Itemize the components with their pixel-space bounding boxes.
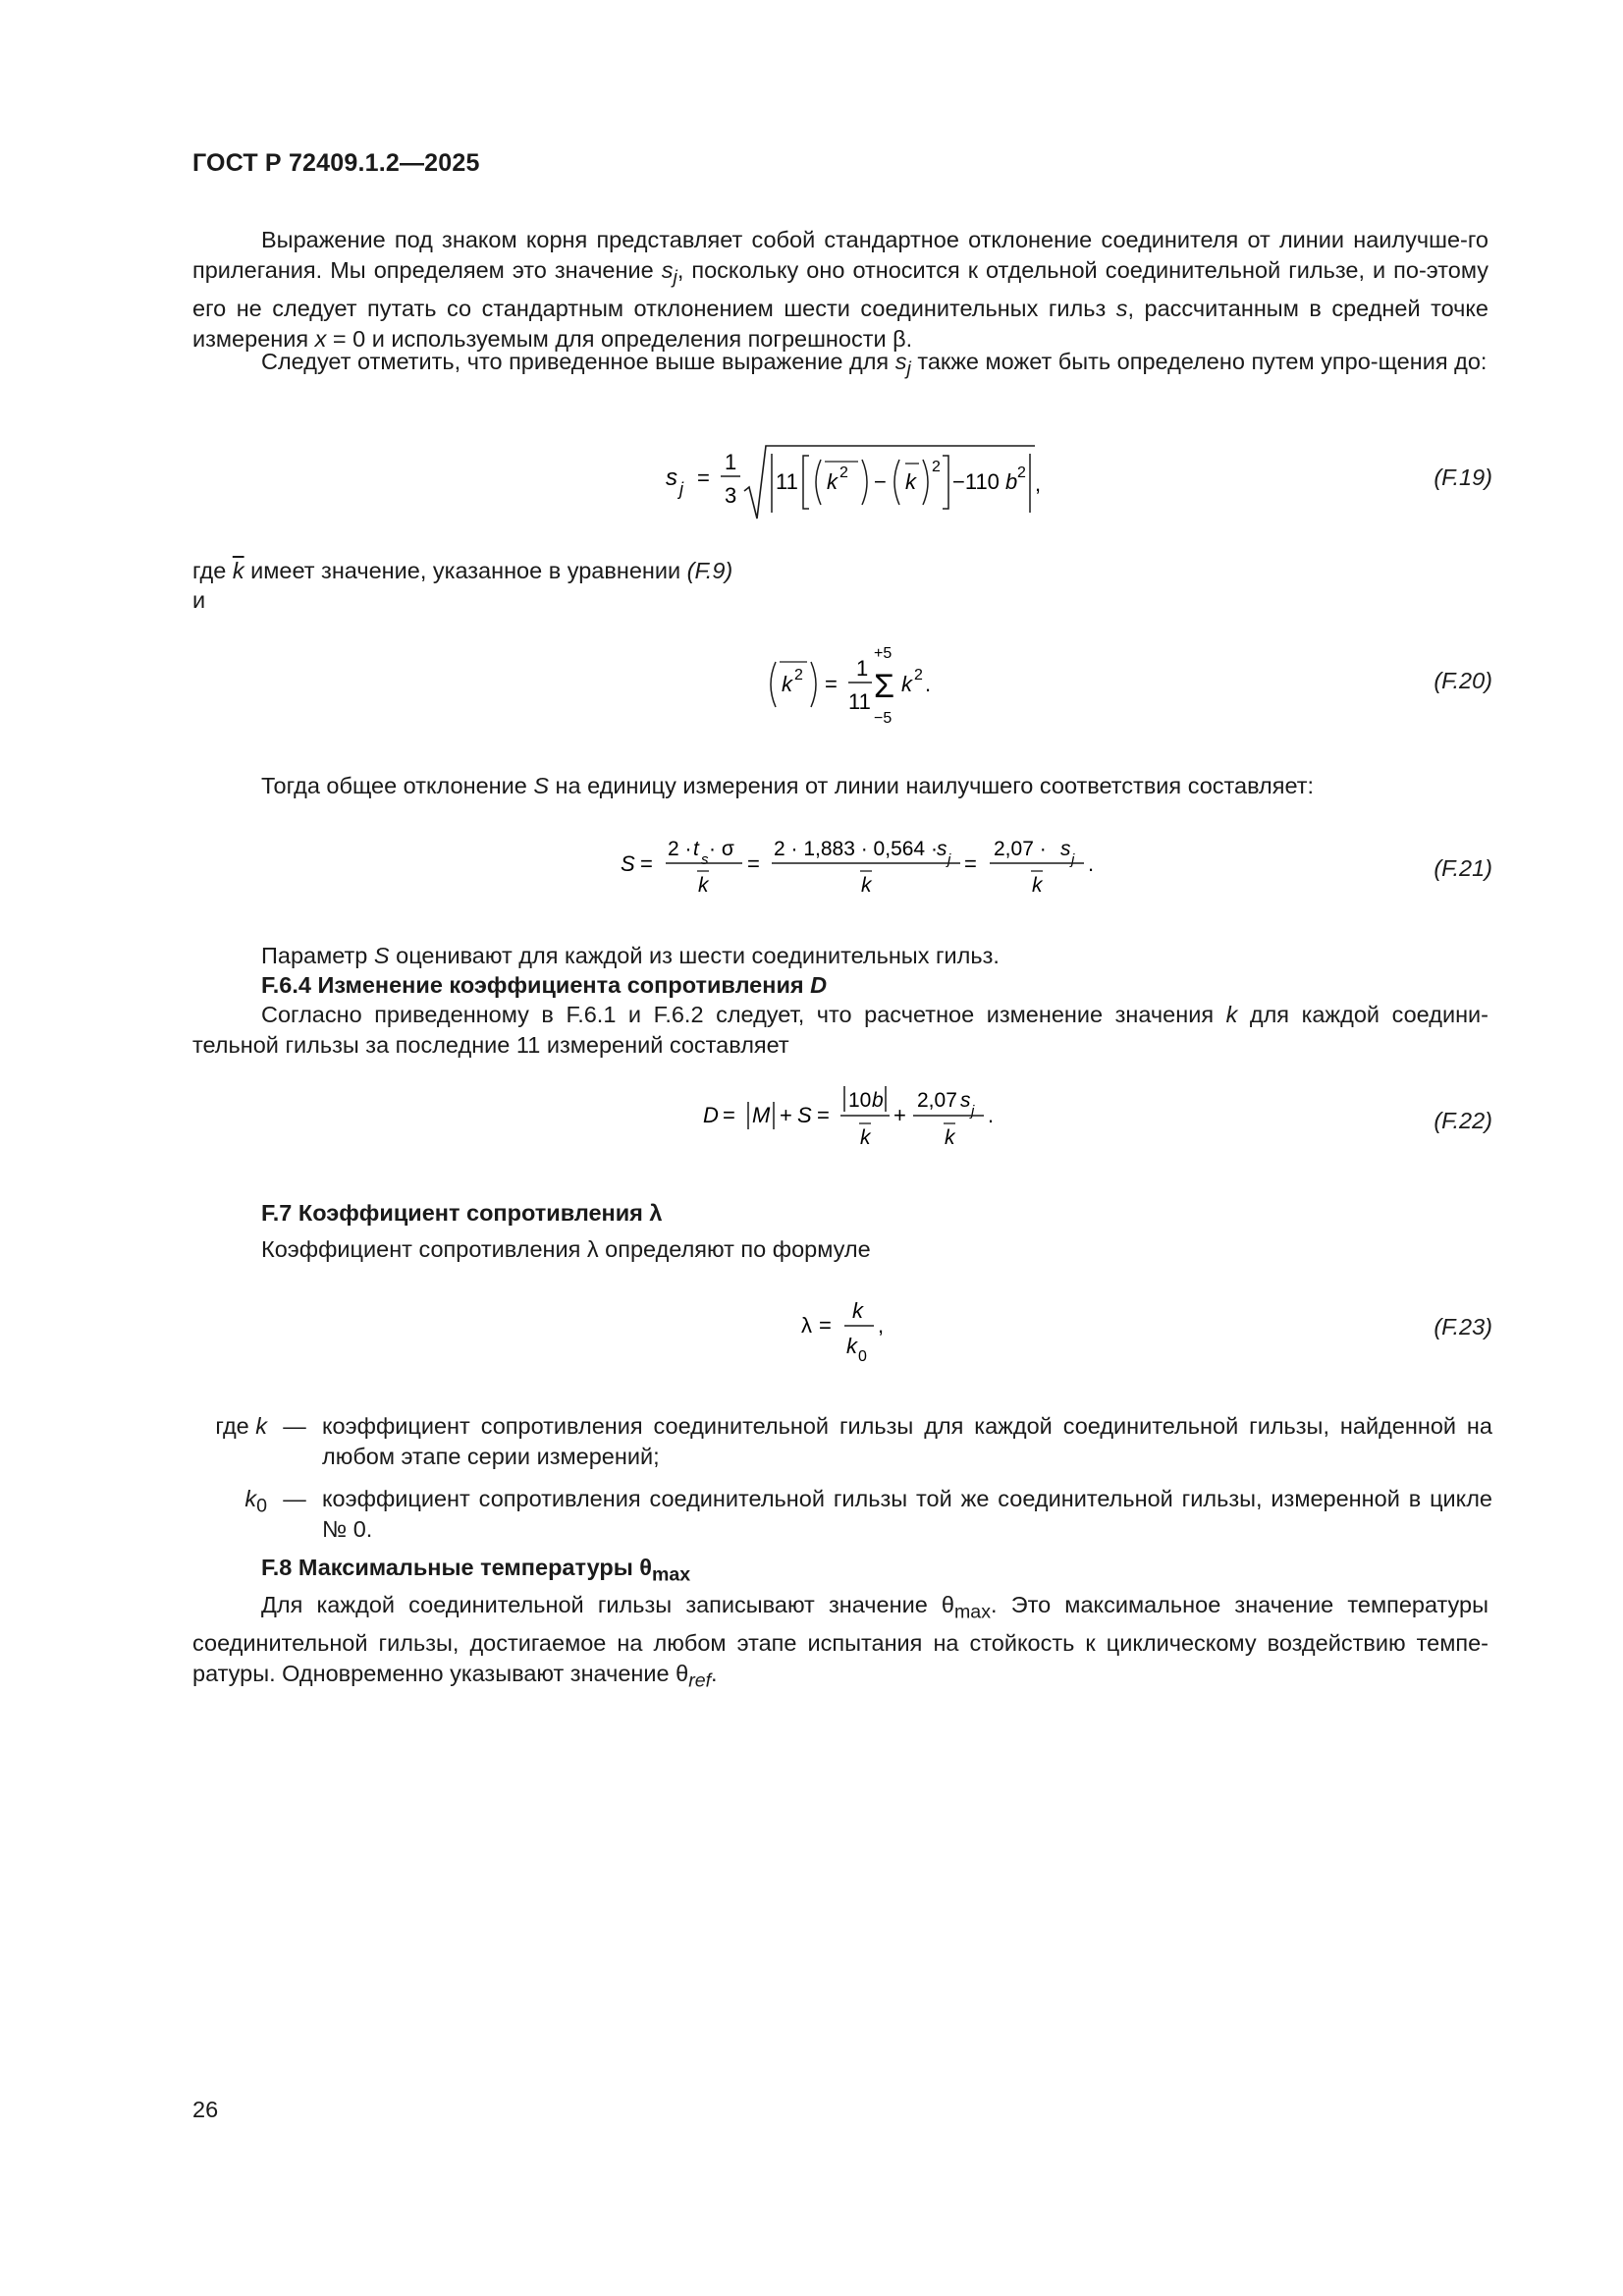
eq19-k2: k	[905, 469, 916, 494]
eq20-exp2: 2	[914, 667, 923, 683]
eq19-exp2b: 2	[932, 459, 941, 475]
heading-f7: F.7 Коэффициент сопротивления λ	[261, 1200, 663, 1226]
eq21-sj2-sub: j	[1071, 851, 1075, 868]
eq20-exp: 2	[794, 667, 803, 683]
eq21-sj-sub: j	[947, 851, 951, 868]
eq22-plus2: +	[893, 1103, 906, 1127]
eq23-end: ,	[878, 1313, 885, 1338]
eq20-sum: Σ	[874, 668, 895, 705]
page-number: 26	[192, 2097, 219, 2122]
and-word: и	[192, 587, 206, 613]
equation-f21-svg	[617, 825, 1117, 903]
eq20-paren-left	[771, 662, 776, 707]
eq19-minus: −	[874, 469, 887, 494]
legend-symbol: где k	[215, 1413, 267, 1439]
eq22-M: M	[752, 1103, 771, 1127]
eq21-t: t	[693, 838, 699, 860]
legend-row	[157, 1484, 1492, 1545]
eq22-eq2: =	[817, 1103, 830, 1127]
legend-dash: —	[283, 1413, 306, 1439]
paragraph-6: Коэффициент сопротивления λ определяют по формуле	[261, 1236, 871, 1262]
where-kbar-line: где $\overline{k}$ имеет значение, указанное в уравнении (F.9)	[192, 558, 733, 583]
eq21-end: .	[1088, 851, 1095, 876]
paragraph-3: Тогда общее отклонение S на единицу измерения от линии наилучшего соответствия составляет:	[261, 773, 1315, 798]
eq22-kbar2: k	[945, 1126, 955, 1149]
eq22-kbar1: k	[860, 1126, 871, 1149]
equation-f19	[660, 432, 1072, 537]
eq19-comma: ,	[1035, 471, 1042, 496]
paragraph-2: Следует отметить, что приведенное выше выражение для $s_j$ также может быть определено путем упро-щения до:	[261, 349, 1488, 380]
legend-symbol: $k_0$	[244, 1486, 267, 1517]
eq21-eq3: =	[964, 851, 977, 876]
eq20-end: .	[925, 672, 932, 696]
eq23-k: k	[852, 1298, 863, 1323]
equation-f23	[797, 1288, 915, 1384]
eq20-eq: =	[825, 672, 838, 696]
eq19-c11: 11	[776, 469, 798, 494]
eq19-paren2-right	[923, 460, 928, 505]
legend-dash: —	[283, 1486, 306, 1511]
eq19-lhs-sub: j	[679, 479, 683, 499]
equation-f20-svg	[762, 640, 958, 729]
eq22-num2: 2,07	[917, 1089, 957, 1112]
symbols-legend	[157, 1411, 1492, 1557]
eq22-S: S	[797, 1103, 812, 1127]
eq21-t-sub: s	[701, 851, 709, 868]
eq21-sj2: s	[1060, 838, 1071, 860]
eq23-lambda: λ	[801, 1313, 812, 1338]
equation-f22	[699, 1076, 1023, 1162]
eq20-num: 1	[856, 656, 869, 681]
eq19-paren1-right	[862, 460, 867, 505]
eq19-paren1-left	[816, 460, 821, 505]
eq21-sj: s	[937, 838, 947, 860]
eq21-kbar2: k	[861, 874, 872, 897]
eq22-end: .	[988, 1103, 995, 1127]
eq21-f2-num-a: 2 · 1,883 · 0,564 ·	[774, 838, 938, 860]
paragraph-7: Для каждой соединительной гильзы записывают значение $\theta_{max}$. Это максимальное значение температуры соединительной гильзы, достигаемое на любом этапе испытания на стойкость к циклическому воздействию темпе-ратуры. Одновременно указывают значение $\theta_{ref}$.	[192, 1592, 1488, 1692]
eq19-num: 1	[725, 450, 737, 474]
eq19-eq: =	[697, 465, 710, 490]
equation-f23-svg	[797, 1288, 915, 1377]
equation-f21	[617, 825, 1117, 910]
eq22-D: D	[703, 1103, 719, 1127]
eq19-paren2-left	[894, 460, 899, 505]
paragraph-1: Выражение под знаком корня представляет собой стандартное отклонение соединителя от линии наилучше-го прилегания. Мы определяем это значение $s_j$, поскольку оно относится к отдельной соединительной гильзе, и по-этому его не следует путать со стандартным отклонением шести соединительных гильз s, рассчитанным в средней точке измерения x = 0 и используемым для определения погрешности β.	[192, 227, 1488, 352]
eq23-k0-sub: 0	[858, 1348, 867, 1365]
equation-f20	[762, 640, 958, 736]
eq19-bracket-right	[943, 456, 948, 509]
eq20-number: (F.20)	[1434, 668, 1492, 693]
eq23-eq: =	[819, 1313, 832, 1338]
equation-f22-svg	[699, 1076, 1023, 1155]
eq19-exp2c: 2	[1017, 465, 1026, 481]
eq19-bracket-left	[803, 456, 809, 509]
eq19-k: k	[827, 469, 838, 494]
eq20-k: k	[782, 672, 792, 696]
eq23-k0: k	[846, 1334, 857, 1358]
eq22-plus1: +	[780, 1103, 792, 1127]
eq19-lhs: s	[666, 465, 677, 491]
heading-f64: F.6.4 Изменение коэффициента сопротивления D	[261, 972, 828, 998]
eq21-eq1: =	[640, 851, 653, 876]
eq21-eq2: =	[747, 851, 760, 876]
heading-f8: F.8 Максимальные температуры $\theta_{max}$	[261, 1555, 691, 1586]
legend-row	[157, 1411, 1492, 1472]
eq21-number: (F.21)	[1434, 855, 1492, 881]
eq19-number: (F.19)	[1434, 465, 1492, 490]
standard-header: ГОСТ Р 72409.1.2—2025	[192, 149, 480, 177]
eq20-sum-bot: −5	[874, 710, 893, 727]
eq21-f1-num-b: · σ	[709, 838, 734, 860]
eq20-den: 11	[848, 689, 871, 714]
legend-description: коэффициент сопротивления соединительной гильзы той же соединительной гильзы, измеренной в цикле № 0.	[322, 1486, 1492, 1542]
eq22-s-sub: j	[971, 1103, 975, 1120]
legend-description: коэффициент сопротивления соединительной гильзы для каждой соединительной гильзы, найденной на любом этапе серии измерений;	[322, 1413, 1492, 1469]
eq21-S: S	[621, 851, 635, 876]
eq21-f1-num-a: 2 ·	[668, 838, 692, 860]
eq21-f3-num-a: 2,07 ·	[994, 838, 1047, 860]
eq19-minus2: −110	[952, 469, 1000, 494]
eq22-b: b	[872, 1089, 884, 1112]
eq22-s: s	[960, 1089, 971, 1112]
eq22-number: (F.22)	[1434, 1108, 1492, 1133]
paragraph-4: Параметр S оценивают для каждой из шести соединительных гильз.	[261, 943, 1000, 968]
eq22-eq1: =	[723, 1103, 735, 1127]
eq19-b: b	[1005, 469, 1018, 494]
paragraph-5: Согласно приведенному в F.6.1 и F.6.2 следует, что расчетное изменение значения k для каждой соедини-тельной гильзы за последние 11 измерений составляет	[192, 1002, 1489, 1058]
eq21-kbar1: k	[698, 874, 709, 897]
eq19-exp2: 2	[839, 465, 848, 481]
eq23-number: (F.23)	[1434, 1314, 1492, 1339]
eq20-paren-right	[811, 662, 816, 707]
eq22-num1: 10	[848, 1089, 872, 1112]
eq20-k2: k	[901, 672, 912, 696]
eq21-kbar3: k	[1032, 874, 1043, 897]
equation-f19-svg	[660, 432, 1072, 530]
eq19-den: 3	[725, 483, 737, 508]
eq20-sum-top: +5	[874, 645, 893, 662]
